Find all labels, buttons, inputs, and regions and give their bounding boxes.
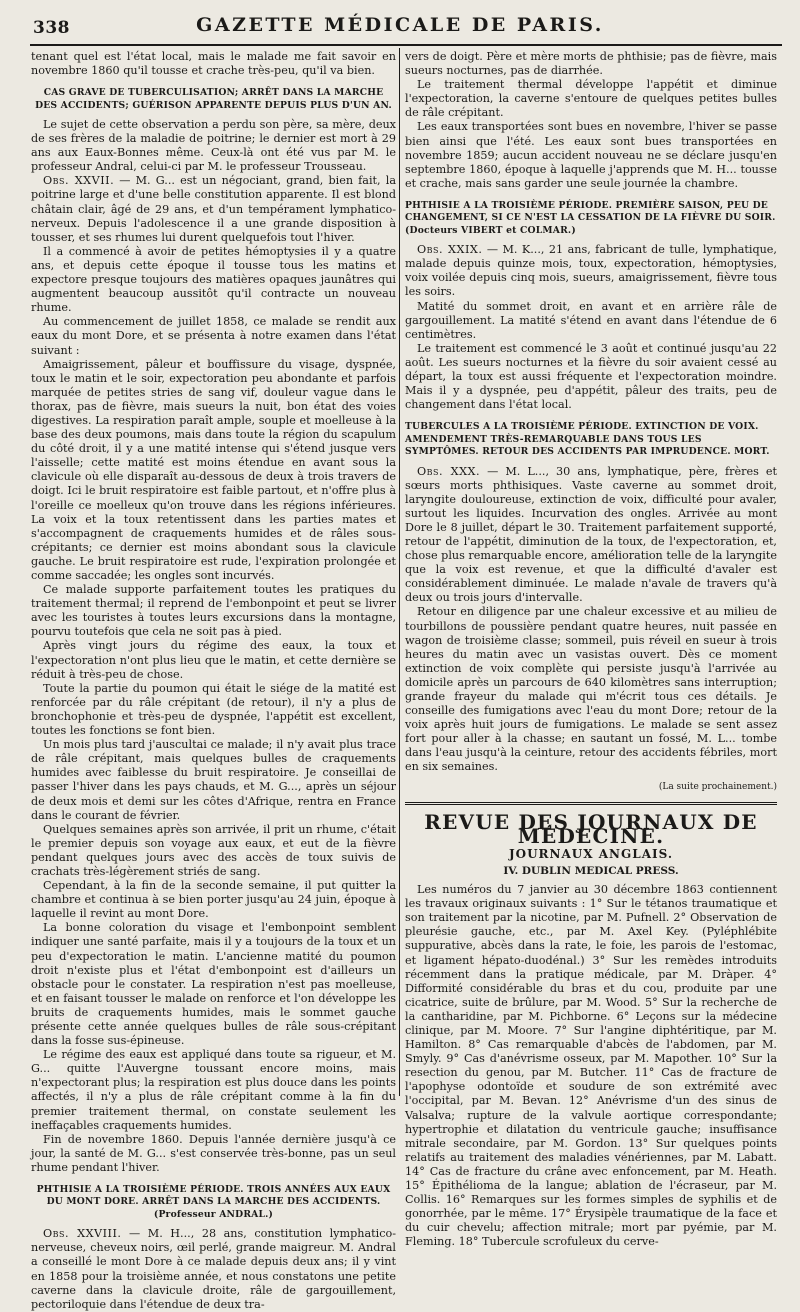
paragraph: vers de doigt. Père et mère morts de phthisie; pas de fièvre, mais sueurs nocturnes, pas de diarrhée.	[405, 50, 777, 78]
paragraph: Matité du sommet droit, en avant et en arrière râle de gargouillement. La matité s'étend en avant dans l'étendue de 6 centimètres.	[405, 299, 777, 341]
observation-label: Obs. XXX.	[417, 464, 481, 478]
paragraph: La bonne coloration du visage et l'embonpoint semblent indiquer une santé parfaite, mais il y a toujours de la toux et un peu d'expectoration le matin. L'ancienne matité du poumon droit n'existe plus et l'état d'embonpoint est d'ailleurs un obstacle pour le constater. La respiration n'est pas moelleuse, et en faisant tousser le malade on renforce et l'on développe les bruits de craquements humides, mais le sommet gauche présente cette année quelques bulles de râle sous-crépitant dans la fosse sus-épineuse.	[31, 921, 396, 1048]
observation-paragraph	[405, 243, 777, 299]
observation-label: Obs. XXIX.	[417, 243, 483, 257]
header-rule	[30, 44, 782, 46]
paragraph: Le traitement est commencé le 3 août et continué jusqu'au 22 août. Les sueurs nocturnes et la fièvre du soir avaient cessé au départ, la toux est aussi fréquente et l'expectoration moindre. Mais il y a dyspnée, peu d'appétit, pâleur des traits, peu de changement dans l'état local.	[405, 341, 777, 412]
paragraph: Retour en diligence par une chaleur excessive et au milieu de tourbillons de poussière pendant quatre heures, nuit passée en wagon de troisième classe; sommeil, puis réveil en sueur à trois heures du matin avec un vasistas ouvert. Dès ce moment extinction de voix complète qui persiste jusqu'à l'arrivée au domicile après un parcours de 640 kilomètres sans interruption; grande frayeur du malade qui m'écrit tous ces détails. Je conseille des fumigations avec l'eau du mont Dore; retour de la voix après huit jours de fumigations. Le malade se sent assez fort pour aller à la chasse; en sautant un fossé, M. L... tombe dans l'eau jusqu'à la ceinture, retour des accidents fébriles, mort en six semaines.	[405, 605, 777, 774]
column-divider	[399, 48, 400, 1096]
section-title: REVUE DES JOURNAUX DE MÉDECINE.	[424, 809, 758, 848]
paragraph: Les numéros du 7 janvier au 30 décembre 1863 contiennent les travaux originaux suivants : 1° Sur le tétanos traumatique et son traitement par la nicotine, par M. Pufnell. 2° Observation de pleurésie gauche, etc., par M. Axel Key. (Pyléphlébite suppurative, abcès dans la rate, le foie, les parois de l'estomac, et ligament hépato-duodénal.) 3° Sur les remèdes introduits récemment dans la pratique médicale, par M. Dràper. 4° Difformité considérable du bras et du cou, produite par une cicatrice, suite de brûlure, par M. Wood. 5° Sur la recherche de la cantharidine, par M. Pichborne. 6° Leçons sur la médecine clinique, par M. Moore. 7° Sur l'angine diphtéritique, par M. Hamilton. 8° Cas remarquable d'abcès de l'abdomen, par M. Smyly. 9° Cas d'anévrisme osseux, par M. Mapother. 10° Sur la resection du genou, par M. Butcher. 11° Cas de fracture de l'apophyse odontoïde et soudure de son extrémité avec l'occipital, par M. Bevan. 12° Anévrisme d'un des sinus de Valsalva; rupture de la valvule aortique correspondante; hypertrophie et dilatation du ventricule gauche; insuffisance mitrale secondaire, par M. Gordon. 13° Sur quelques points relatifs au traitement des maladies vénériennes, par M. Labatt. 14° Cas de fracture du crâne avec enfoncement, par M. Heath. 15° Épithélioma de la langue; ablation de l'écraseur, par M. Collis. 16° Remarques sur les formes simples de syphilis et de gonorrhée, par le même. 17° Érysipèle traumatique de la face et du cuir chevelu; affection mitrale; mort par pyémie, par M. Fleming. 18° Tubercule scrofuleux du cerve-	[405, 883, 777, 1249]
running-title: GAZETTE MÉDICALE DE PARIS.	[196, 14, 604, 36]
paragraph: Il a commencé à avoir de petites hémoptysies il y a quatre ans, et depuis cette époque il tousse tous les matins et expectore presque toujours des matières opaques jaunâtres qui augmentent beaucoup aussitôt qu'il contracte un nouveau rhume.	[31, 244, 396, 315]
observation-label: Obs. XXVII.	[43, 174, 115, 188]
paragraph: Le régime des eaux est appliqué dans toute sa rigueur, et M. G... quitte l'Auvergne toussant encore moins, mais n'expectorant plus; la respiration est plus douce dans les points affectés, il n'y a plus de râle crépitant comme à la fin du premier traitement thermal, on constate seulement les ineffaçables craquements humides.	[31, 1048, 396, 1132]
page-header	[0, 0, 800, 46]
observation-paragraph	[405, 465, 777, 606]
section-heading: IV. DUBLIN MEDICAL PRESS.	[503, 864, 679, 877]
observation-text: — M. K..., 21 ans, fabricant de tulle, lymphatique, malade depuis quinze mois, toux, expectoration, hémoptysies, voix voilée depuis cinq mois, sueurs, amaigrissement, fièvre tous les soirs.	[405, 243, 777, 299]
observation-text: — M. L..., 30 ans, lymphatique, père, frères et sœurs morts phthisiques. Vaste caverne au sommet droit, laryngite douloureuse, extinction de voix, difficulté pour avaler, surtout les liquides. Incurvation des ongles. Arrivée au mont Dore le 8 juillet, départ le 30. Traitement parfaitement supporté, retour de l'appétit, diminution de la toux, de l'expectoration, et, chose plus remarquable encore, amélioration telle de la laryngite que la voix est revenue, et que la difficulté d'avaler est considérablement diminuée. Le malade n'avale de travers qu'à deux ou trois jours d'intervalle.	[405, 464, 778, 605]
continuation-note: (La suite prochainement.)	[658, 781, 777, 792]
paragraph: Après vingt jours du régime des eaux, la toux et l'expectoration n'ont plus lieu que le matin, et cette dernière se réduit à très-peu de chose.	[31, 639, 396, 681]
paragraph: Toute la partie du poumon qui était le siége de la matité est renforcée par du râle crépitant (de retour), il n'y a plus de bronchophonie et très-peu de dyspnée, l'appétit est excellent, toutes les fonctions se font bien.	[31, 681, 396, 738]
paragraph: Les eaux transportées sont bues en novembre, l'hiver se passe bien ainsi que l'été. Les eaux sont bues transportées en novembre 1859; aucun accident nouveau ne se déclare jusqu'en septembre 1860, époque à laquelle j'apprends que M. H... tousse et crache, mais sans garder une seule journée la chambre.	[405, 120, 777, 190]
paragraph: Ce malade supporte parfaitement toutes les pratiques du traitement thermal; il reprend de l'embonpoint et peut se livrer avec les touristes à toutes leurs excursions dans la montagne, pourvu toutefois que cela ne soit pas à pied.	[31, 583, 396, 639]
page-number: 338	[33, 18, 70, 38]
paragraph: Le traitement thermal développe l'appétit et diminue l'expectoration, la caverne s'entoure de quelques petites bulles de râle crépitant.	[405, 78, 777, 120]
section-rule	[405, 802, 777, 805]
observation-paragraph	[31, 1227, 396, 1312]
paragraph: Au commencement de juillet 1858, ce malade se rendit aux eaux du mont Dore, et se présenta à notre examen dans l'état suivant :	[31, 315, 396, 357]
case-heading: CAS GRAVE DE TUBERCULISATION; ARRÊT DANS LA MARCHE DES ACCIDENTS; GUÉRISON APPARENTE DEPUIS PLUS D'UN AN.	[35, 87, 392, 111]
observation-text: — M. G... est un négociant, grand, bien fait, la poitrine large et d'une belle constitution apparente. Il est blond châtain clair, âgé de 29 ans, et d'un tempérament lymphatico-nerveux. Depuis l'adolescence il a une grande disposition à tousser, et ses rhumes lui durent quelquefois tout l'hiver.	[31, 174, 396, 244]
case-heading: PHTHISIE A LA TROISIÈME PÉRIODE. PREMIÈRE SAISON, PEU DE CHANGEMENT, SI CE N'EST LA CESSATION DE LA FIÈVRE DU SOIR. (Docteurs VIBERT et COLMAR.)	[405, 199, 776, 236]
observation-paragraph	[31, 174, 396, 244]
left-column	[31, 50, 397, 1311]
case-heading: TUBERCULES A LA TROISIÈME PÉRIODE. EXTINCTION DE VOIX. AMENDEMENT TRÈS-REMARQUABLE DANS TOUS LES SYMPTÔMES. RETOUR DES ACCIDENTS PAR IMPRUDENCE. MORT.	[405, 421, 770, 458]
case-heading: PHTHISIE A LA TROISIÈME PÉRIODE. TROIS ANNÉES AUX EAUX DU MONT DORE. ARRÊT DANS LA MARCHE DES ACCIDENTS. (Professeur ANDRAL.)	[36, 1184, 391, 1220]
section-subtitle: JOURNAUX ANGLAIS.	[508, 846, 674, 861]
paragraph: Le sujet de cette observation a perdu son père, sa mère, deux de ses frères de la maladie de poitrine; le dernier est mort à 29 ans aux Eaux-Bonnes même. Ceux-là ont été vus par M. le professeur Andral, celui-ci par M. le professeur Trousseau.	[31, 118, 396, 174]
paragraph: Un mois plus tard j'auscultai ce malade; il n'y avait plus trace de râle crépitant, mais quelques bulles de craquements humides avec faiblesse du bruit respiratoire. Je conseillai de passer l'hiver dans les pays chauds, et M. G..., après un séjour de deux mois et demi sur les côtes d'Afrique, rentra en France dans le courant de février.	[31, 738, 396, 822]
observation-text: — M. H..., 28 ans, constitution lymphatico-nerveuse, cheveux noirs, œil perlé, grande maigreur. M. Andral a conseillé le mont Dore à ce malade depuis deux ans; il y vint en 1858 pour la troisième année, et nous constatons une petite caverne dans la clavicule droite, râle de gargouillement, pectoriloquie dans l'étendue de deux tra-	[31, 1227, 397, 1311]
right-column	[405, 50, 778, 1249]
paragraph: Fin de novembre 1860. Depuis l'année dernière jusqu'à ce jour, la santé de M. G... s'est conservée très-bonne, pas un seul rhume pendant l'hiver.	[31, 1132, 396, 1174]
paragraph: tenant quel est l'état local, mais le malade me fait savoir en novembre 1860 qu'il tousse et crache très-peu, qu'il va bien.	[31, 50, 396, 78]
paragraph: Cependant, à la fin de la seconde semaine, il put quitter la chambre et continua à se bien porter jusqu'au 24 juin, époque à laquelle il revint au mont Dore.	[31, 879, 396, 921]
paragraph: Quelques semaines après son arrivée, il prit un rhume, c'était le premier depuis son voyage aux eaux, et eut de la fièvre pendant quelques jours avec des accès de toux suivis de crachats très-légèrement striés de sang.	[31, 822, 396, 878]
observation-label: Obs. XXVIII.	[43, 1227, 122, 1241]
paragraph: Amaigrissement, pâleur et bouffissure du visage, dyspnée, toux le matin et le soir, expectoration peu abondante et parfois marquée de petites stries de sang vif, douleur vague dans le thorax, pas de fièvre, mais sueurs la nuit, bon état des voies digestives. La respiration paraît ample, souple et moelleuse à la base des deux poumons, mais dans toute la région du scapulum du côté droit, il y a une matité intense qui s'étend jusque vers l'aisselle; cette matité est moins étendue en avant sous la clavicule où elle disparaît au-dessous de deux à trois travers de doigt. Ici le bruit respiratoire est faible partout, et n'offre plus à l'oreille ce moelleux qu'on trouve dans les régions inférieures. La voix et la toux retentissent dans les parties mates et s'accompagnent de craquements humides et de râles sous-crépitants; ce dernier est moins abondant sous la clavicule gauche. Le bruit respiratoire est rude, l'expiration prolongée et comme saccadée; les ongles sont incurvés.	[31, 357, 396, 582]
